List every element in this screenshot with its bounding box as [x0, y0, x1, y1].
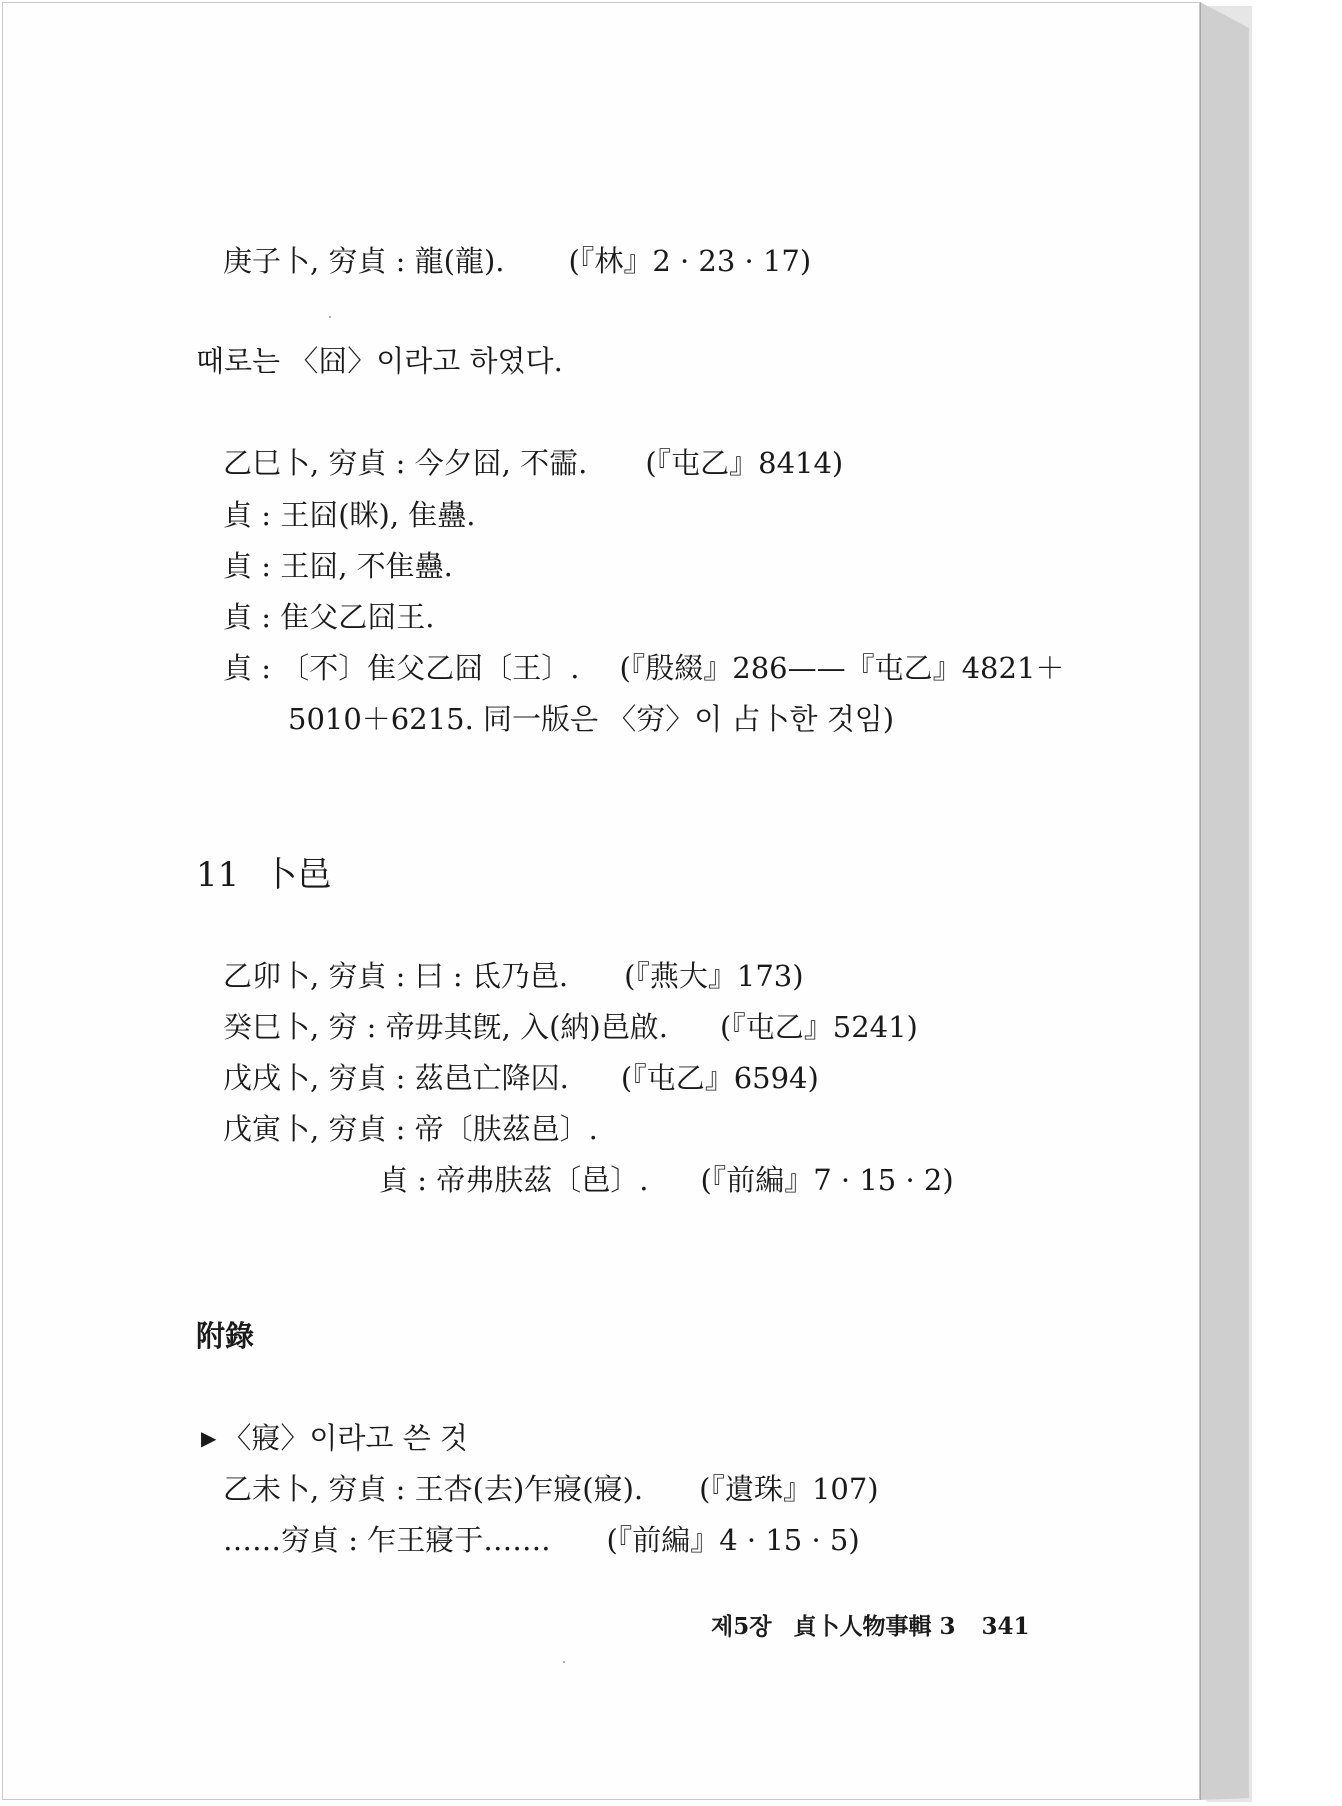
inscription-line	[223, 548, 453, 584]
inscription-text: 乙卯卜, 穷貞 : 曰 : 氐乃邑.	[223, 959, 569, 993]
inscription-text: 貞 : 隹父乙囧王.	[223, 600, 435, 634]
source-reference: (『屯乙』5241)	[719, 1010, 918, 1044]
inscription-text: ……穷貞 : 乍王寢于…….	[223, 1523, 551, 1557]
chapter-label: 제5장	[711, 1613, 772, 1640]
source-reference: (『屯乙』8414)	[645, 446, 844, 480]
subheading-text: 〈寢〉이라고 쓴 것	[222, 1421, 468, 1455]
running-footer	[711, 1613, 1029, 1641]
inscription-text: 貞 : 帝弗肤茲〔邑〕.	[379, 1163, 649, 1197]
inscription-text: 貞 : 王囧, 不隹蠱.	[223, 549, 453, 583]
source-reference: (『林』2 · 23 · 17)	[568, 244, 812, 278]
page-edge	[1200, 2, 1249, 1800]
inscription-text: 庚子卜, 穷貞 : 龍(龍).	[223, 244, 505, 278]
body-paragraph	[196, 343, 563, 379]
inscription-line	[223, 1111, 598, 1147]
inscription-line	[379, 1162, 954, 1198]
inscription-text: 貞 : 〔不〕隹父乙囧〔王〕.	[223, 651, 580, 685]
section-title: 卜邑	[263, 855, 332, 895]
source-reference: (『燕大』173)	[624, 959, 804, 993]
inscription-line	[223, 243, 811, 279]
source-reference: (『殷綴』286——『屯乙』4821＋	[619, 651, 1065, 685]
paragraph-text: 때로는 〈囧〉이라고 하였다.	[196, 344, 563, 378]
book-page	[2, 2, 1200, 1800]
scan-speck	[563, 1661, 565, 1663]
inscription-line	[223, 1009, 918, 1045]
inscription-line	[223, 1060, 819, 1096]
inscription-line	[223, 497, 476, 533]
inscription-text: 乙未卜, 穷貞 : 王杏(去)乍寢(寢).	[223, 1472, 644, 1506]
inscription-line	[223, 958, 804, 994]
chapter-title: 貞卜人物事輯 3	[793, 1613, 956, 1640]
inscription-line	[223, 1522, 860, 1558]
inscription-line	[223, 445, 843, 481]
inscription-text: 癸巳卜, 穷 : 帝毋其旣, 入(納)邑啟.	[223, 1010, 668, 1044]
inscription-text: 貞 : 王囧(眯), 隹蠱.	[223, 498, 476, 532]
inscription-text: 5010＋6215. 同一版은 〈穷〉이 占卜한 것임)	[288, 702, 895, 736]
section-number: 11	[196, 855, 240, 895]
source-reference: (『遺珠』107)	[699, 1472, 879, 1506]
inscription-line	[223, 599, 434, 635]
appendix-subheading	[201, 1420, 468, 1456]
inscription-line	[223, 650, 1064, 686]
appendix-heading: 附錄	[196, 1319, 255, 1353]
inscription-text: 戊寅卜, 穷貞 : 帝〔肤茲邑〕.	[223, 1112, 598, 1146]
source-reference: (『屯乙』6594)	[620, 1061, 819, 1095]
source-reference: (『前編』4 · 15 · 5)	[606, 1523, 860, 1557]
scan-speck	[329, 316, 331, 318]
source-reference: (『前編』7 · 15 · 2)	[700, 1163, 954, 1197]
inscription-text: 乙巳卜, 穷貞 : 今夕囧, 不霝.	[223, 446, 588, 480]
inscription-line	[223, 1471, 879, 1507]
page-number: 341	[981, 1613, 1030, 1640]
inscription-text: 戊戌卜, 穷貞 : 茲邑亡降囚.	[223, 1061, 569, 1095]
inscription-continuation	[288, 701, 894, 737]
section-heading	[196, 855, 331, 895]
triangle-bullet-icon: ▶	[201, 1426, 217, 1450]
